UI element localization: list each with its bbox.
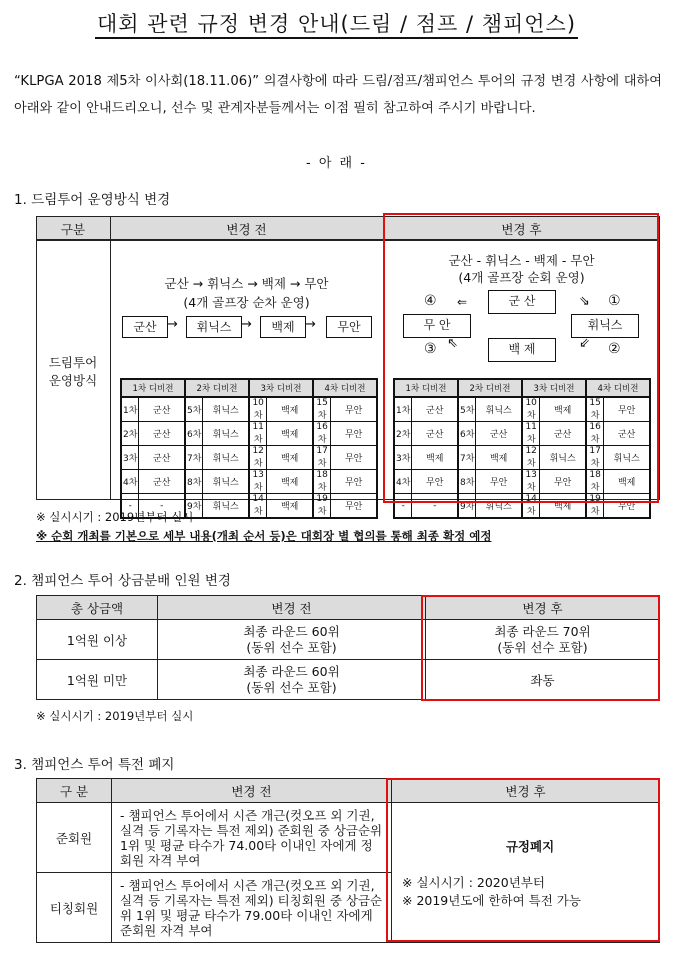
round-cell: 2차 bbox=[121, 422, 139, 446]
round-cell: 18차 bbox=[586, 470, 604, 494]
round-cell: 1차 bbox=[394, 397, 412, 422]
table-row bbox=[121, 470, 377, 494]
round-cell: 5차 bbox=[185, 397, 203, 422]
after-box-bottom: 백 제 bbox=[488, 338, 556, 362]
marker-4: ④ bbox=[424, 293, 437, 309]
s1-note1: ※ 실시시기 : 2019년부터 실시 bbox=[36, 510, 194, 524]
before-division-table bbox=[120, 378, 378, 519]
venue-cell: 군산 bbox=[540, 422, 586, 446]
round-cell: 10차 bbox=[249, 397, 267, 422]
round-cell: 2차 bbox=[394, 422, 412, 446]
division-header: 2차 디비전 bbox=[458, 379, 522, 397]
col-after: 변경 후 bbox=[501, 222, 542, 237]
venue-cell: 백제 bbox=[412, 446, 458, 470]
venue-cell: 백제 bbox=[604, 470, 650, 494]
round-cell: 3차 bbox=[394, 446, 412, 470]
round-cell: 12차 bbox=[249, 446, 267, 470]
round-cell: 10차 bbox=[522, 397, 540, 422]
venue-cell: 군산 bbox=[139, 397, 185, 422]
after-note2: ※ 2019년도에 한하여 특전 가능 bbox=[402, 892, 581, 908]
th-type: 구 분 bbox=[37, 779, 112, 803]
table-row: 준회원 - 챔피언스 투어에서 시즌 개근(컷오프 외 기권, 실격 등 기록자는 특전 제외) 준회원 중 상금순위 1위 및 평균 타수가 74.00타 이내인 자에게 정회원 자격 부여 규정폐지 ※ 실시시기 : 2020년부터 ※ 2019년도에 한하여 특전 가능 bbox=[37, 803, 660, 873]
highlight-box bbox=[421, 595, 660, 701]
page-title: 대회 관련 규정 변경 안내(드림 / 점프 / 챔피언스) bbox=[0, 8, 673, 38]
col-before: 변경 전 bbox=[226, 222, 267, 237]
round-cell: 14차 bbox=[249, 494, 267, 519]
venue-cell: 무안 bbox=[331, 422, 377, 446]
venue-cell: 휘닉스 bbox=[203, 422, 249, 446]
round-cell: 1차 bbox=[121, 397, 139, 422]
table-row: 티칭회원 - 챔피언스 투어에서 시즌 개근(컷오프 외 기권, 실격 등 기록자는 특전 제외) 티칭회원 중 상금순위 1위 및 평균 타수가 79.00타 이내인 자에게 준회원 자격 부여 bbox=[37, 873, 660, 943]
round-cell: 17차 bbox=[586, 446, 604, 470]
venue-cell: 백제 bbox=[267, 446, 313, 470]
round-cell: 11차 bbox=[522, 422, 540, 446]
round-cell: 7차 bbox=[458, 446, 476, 470]
round-cell: 19차 bbox=[313, 494, 331, 519]
th-after: 변경 후 bbox=[392, 779, 660, 803]
venue-cell: 휘닉스 bbox=[476, 397, 522, 422]
round-cell: 13차 bbox=[249, 470, 267, 494]
highlight-box bbox=[386, 778, 660, 942]
venue-cell: 군산 bbox=[139, 446, 185, 470]
marker-3: ③ bbox=[424, 341, 437, 357]
round-cell: 15차 bbox=[586, 397, 604, 422]
before-box-muan: 무안 bbox=[326, 316, 372, 338]
venue-cell: 무안 bbox=[331, 494, 377, 519]
round-cell: 19차 bbox=[586, 494, 604, 519]
arrow-right-icon: → bbox=[305, 317, 316, 332]
after-note1: ※ 실시시기 : 2020년부터 bbox=[402, 874, 545, 890]
round-cell: 16차 bbox=[313, 422, 331, 446]
venue-cell: 무안 bbox=[412, 470, 458, 494]
venue-cell: 휘닉스 bbox=[476, 494, 522, 519]
round-cell: - bbox=[394, 494, 412, 519]
col-label: 구분 bbox=[60, 222, 86, 237]
table-row: 1억원 미만 최종 라운드 60위 (동위 선수 포함) 좌동 bbox=[37, 660, 660, 700]
round-cell: 9차 bbox=[458, 494, 476, 519]
marker-1: ① bbox=[608, 293, 621, 309]
after-box-left: 무 안 bbox=[403, 314, 471, 338]
venue-cell: 백제 bbox=[267, 494, 313, 519]
division-header: 1차 디비전 bbox=[394, 379, 458, 397]
venue-cell: 군산 bbox=[139, 422, 185, 446]
division-header: 2차 디비전 bbox=[185, 379, 249, 397]
after-box-right: 휘닉스 bbox=[571, 314, 639, 338]
round-cell: 18차 bbox=[313, 470, 331, 494]
table-row: 1억원 이상 최종 라운드 60위 (동위 선수 포함) 최종 라운드 70위 (동위 선수 포함) bbox=[37, 620, 660, 660]
round-cell: 11차 bbox=[249, 422, 267, 446]
venue-cell: 군산 bbox=[139, 470, 185, 494]
venue-cell: 휘닉스 bbox=[203, 494, 249, 519]
venue-cell: - bbox=[139, 494, 185, 519]
th-before: 변경 전 bbox=[112, 779, 392, 803]
section-divider-text: - 아 래 - bbox=[306, 156, 367, 171]
division-header: 1차 디비전 bbox=[121, 379, 185, 397]
division-header: 3차 디비전 bbox=[249, 379, 313, 397]
venue-cell: 무안 bbox=[604, 494, 650, 519]
round-cell: 13차 bbox=[522, 470, 540, 494]
after-route: 군산 - 휘닉스 - 백제 - 무안 bbox=[448, 253, 595, 268]
after-title: 규정폐지 bbox=[505, 838, 555, 854]
round-cell: 8차 bbox=[185, 470, 203, 494]
venue-cell: 군산 bbox=[412, 422, 458, 446]
venue-cell: 무안 bbox=[331, 470, 377, 494]
before-box-gunsan: 군산 bbox=[122, 316, 168, 338]
highlight-box bbox=[383, 213, 659, 503]
venue-cell: 백제 bbox=[267, 422, 313, 446]
round-cell: 4차 bbox=[394, 470, 412, 494]
division-header: 3차 디비전 bbox=[522, 379, 586, 397]
section1-heading: 1. 드림투어 운영방식 변경 bbox=[14, 192, 171, 208]
round-cell: 4차 bbox=[121, 470, 139, 494]
arrow-right-icon: → bbox=[167, 317, 178, 332]
venue-cell: 군산 bbox=[604, 422, 650, 446]
round-cell: 14차 bbox=[522, 494, 540, 519]
round-cell: 5차 bbox=[458, 397, 476, 422]
round-cell: 16차 bbox=[586, 422, 604, 446]
round-cell: 12차 bbox=[522, 446, 540, 470]
round-cell: - bbox=[121, 494, 139, 519]
diag-arrow-down-right-icon: ⇘ bbox=[579, 294, 590, 309]
after-sub: (4개 골프장 순회 운영) bbox=[458, 270, 585, 285]
venue-cell: 무안 bbox=[476, 470, 522, 494]
round-cell: 3차 bbox=[121, 446, 139, 470]
after-box-top: 군 산 bbox=[488, 290, 556, 314]
s2-note: ※ 실시시기 : 2019년부터 실시 bbox=[36, 709, 194, 723]
division-header: 4차 디비전 bbox=[313, 379, 377, 397]
arrow-left-icon: ⇐ bbox=[457, 295, 468, 309]
venue-cell: 백제 bbox=[267, 397, 313, 422]
row-label: 드림투어 운영방식 bbox=[48, 355, 98, 388]
arrow-right-icon: → bbox=[241, 317, 252, 332]
marker-2: ② bbox=[608, 341, 621, 357]
venue-cell: 백제 bbox=[540, 397, 586, 422]
round-cell: 7차 bbox=[185, 446, 203, 470]
venue-cell: 무안 bbox=[604, 397, 650, 422]
round-cell: 17차 bbox=[313, 446, 331, 470]
venue-cell: 휘닉스 bbox=[540, 446, 586, 470]
venue-cell: 무안 bbox=[331, 446, 377, 470]
venue-cell: 무안 bbox=[540, 470, 586, 494]
round-cell: 9차 bbox=[185, 494, 203, 519]
venue-cell: 휘닉스 bbox=[203, 446, 249, 470]
round-cell: 6차 bbox=[458, 422, 476, 446]
venue-cell: 군산 bbox=[412, 397, 458, 422]
venue-cell: 무안 bbox=[331, 397, 377, 422]
intro-paragraph: “KLPGA 2018 제5차 이사회(18.11.06)” 의결사항에 따라 드림/점프/챔피언스 투어의 규정 변경 사항에 대하여 아래와 같이 안내드리오니, 선수 및 관계자분들께서는 이점 필히 참고하여 주시기 바랍니다. bbox=[14, 74, 662, 116]
diag-arrow-up-left-icon: ⇖ bbox=[447, 336, 458, 351]
th-after: 변경 후 bbox=[426, 596, 660, 620]
table-row bbox=[121, 446, 377, 470]
diag-arrow-down-left-icon: ⇙ bbox=[579, 336, 590, 351]
before-box-baekje: 백제 bbox=[260, 316, 306, 338]
s1-note2: ※ 순회 개최를 기본으로 세부 내용(개최 순서 등)은 대회장 별 협의를 통해 최종 확정 예정 bbox=[36, 529, 492, 543]
round-cell: 6차 bbox=[185, 422, 203, 446]
venue-cell: - bbox=[412, 494, 458, 519]
venue-cell: 휘닉스 bbox=[203, 397, 249, 422]
venue-cell: 휘닉스 bbox=[203, 470, 249, 494]
table-row bbox=[121, 422, 377, 446]
venue-cell: 군산 bbox=[476, 422, 522, 446]
section2-heading: 2. 챔피언스 투어 상금분배 인원 변경 bbox=[14, 573, 231, 589]
round-cell: 15차 bbox=[313, 397, 331, 422]
th-before: 변경 전 bbox=[158, 596, 426, 620]
section3-heading: 3. 챔피언스 투어 특전 폐지 bbox=[14, 757, 175, 773]
before-sub: (4개 골프장 순차 운영) bbox=[183, 295, 310, 310]
venue-cell: 백제 bbox=[267, 470, 313, 494]
division-header: 4차 디비전 bbox=[586, 379, 650, 397]
th-prize: 총 상금액 bbox=[37, 596, 158, 620]
venue-cell: 백제 bbox=[540, 494, 586, 519]
round-cell: 8차 bbox=[458, 470, 476, 494]
table-row bbox=[121, 397, 377, 422]
venue-cell: 휘닉스 bbox=[604, 446, 650, 470]
before-route: 군산 → 휘닉스 → 백제 → 무안 bbox=[164, 276, 329, 291]
before-box-phoenix: 휘닉스 bbox=[186, 316, 242, 338]
venue-cell: 백제 bbox=[476, 446, 522, 470]
